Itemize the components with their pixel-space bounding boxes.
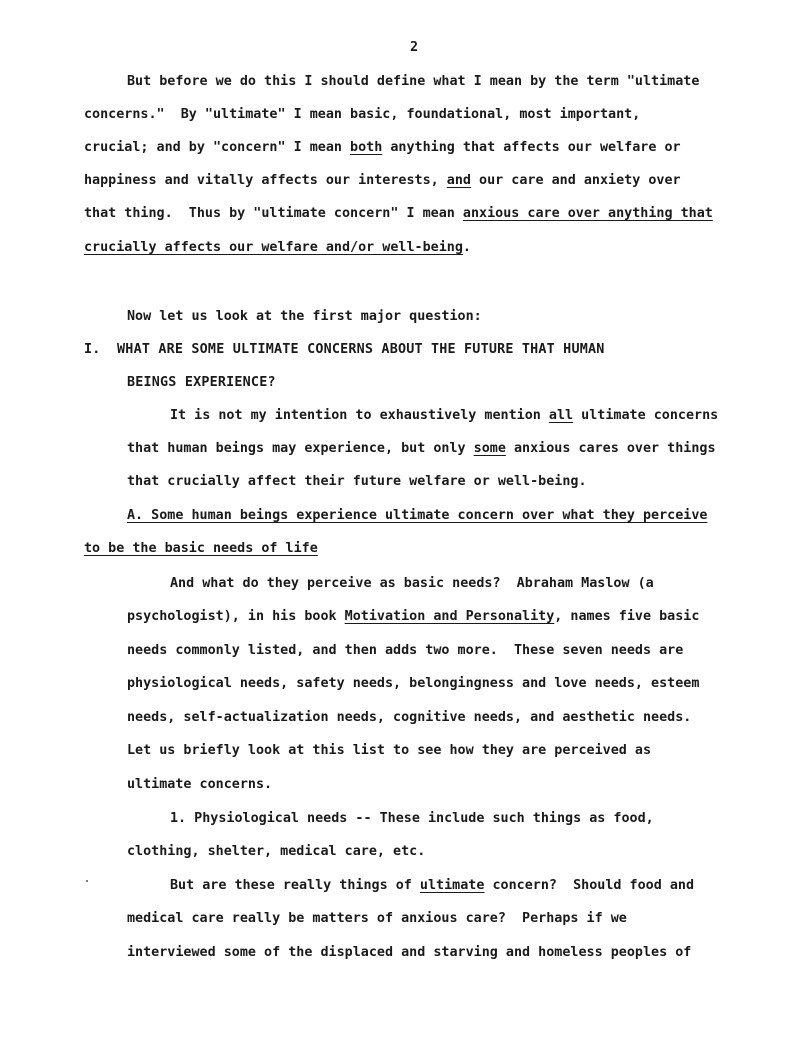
p2-line-1	[170, 408, 718, 424]
p1-line-4	[84, 173, 681, 189]
p4-line-2: medical care really be matters of anxious care? Perhaps if we	[127, 911, 627, 926]
p3-line-2	[127, 609, 699, 625]
p4-line-1	[170, 878, 694, 894]
p3-line-6: Let us briefly look at this list to see how they are perceived as	[127, 743, 652, 758]
p1-line-1: But before we do this I should define what I mean by the term "ultimate	[127, 74, 700, 89]
p3-line-7: ultimate concerns.	[127, 777, 273, 792]
p1-line-4-a: happiness and vitally affects our interests,	[84, 173, 447, 188]
emphasis-all: all	[548, 408, 574, 423]
book-title: Motivation and Personality	[344, 609, 555, 624]
p3-line-3: needs commonly listed, and then adds two more. These seven needs are	[127, 643, 684, 658]
p1-line-6	[84, 240, 471, 256]
p3-line-4: physiological needs, safety needs, belongingness and love needs, esteem	[127, 676, 700, 691]
emphasis-ultimate: ultimate	[419, 878, 485, 893]
p3-line-2-b: , names five basic	[554, 609, 700, 624]
p2-line-2-b: anxious cares over things	[505, 441, 716, 456]
emphasis-some: some	[473, 441, 506, 456]
p1-line-5-a: that thing. Thus by "ultimate concern" I mean	[84, 206, 463, 221]
p1-line-6-b: .	[462, 240, 471, 255]
p4-line-3: interviewed some of the displaced and starving and homeless peoples of	[127, 945, 692, 960]
scan-speck	[86, 880, 88, 882]
p3-line-1: And what do they perceive as basic needs? Abraham Maslow (a	[170, 576, 654, 591]
definition-underlined-2: crucially affects our welfare and/or well-being	[84, 240, 463, 255]
p2-line-1-b: ultimate concerns	[573, 408, 719, 423]
p1-line-2: concerns." By "ultimate" I mean basic, foundational, most important,	[84, 107, 641, 122]
p4-line-1-b: concern? Should food and	[484, 878, 695, 893]
p4-line-1-a: But are these really things of	[170, 878, 420, 893]
p2-line-2	[127, 441, 716, 457]
page-number: 2	[410, 40, 419, 55]
emphasis-both: both	[350, 140, 383, 155]
p1-line-3	[84, 140, 681, 156]
section-heading-line-2: BEINGS EXPERIENCE?	[127, 375, 276, 390]
item-1-line-1: 1. Physiological needs -- These include such things as food,	[170, 811, 654, 826]
intro-line: Now let us look at the first major question:	[127, 309, 482, 324]
p1-line-3-a: crucial; and by "concern" I mean	[84, 140, 351, 155]
p3-line-5: needs, self-actualization needs, cognitive needs, and aesthetic needs.	[127, 710, 692, 725]
p1-line-4-b: our care and anxiety over	[470, 173, 681, 188]
subheading-a-line-1: A. Some human beings experience ultimate concern over what they perceive	[127, 508, 708, 523]
p1-line-3-b: anything that affects our welfare or	[382, 140, 681, 155]
subheading-a-line-2: to be the basic needs of life	[84, 541, 318, 556]
p2-line-2-a: that human beings may experience, but only	[127, 441, 474, 456]
section-heading-line-1: I. WHAT ARE SOME ULTIMATE CONCERNS ABOUT THE FUTURE THAT HUMAN	[84, 342, 605, 357]
item-1-line-2: clothing, shelter, medical care, etc.	[127, 844, 426, 859]
p3-line-2-a: psychologist), in his book	[127, 609, 345, 624]
p2-line-1-a: It is not my intention to exhaustively mention	[170, 408, 549, 423]
definition-underlined-1: anxious care over anything that	[462, 206, 713, 221]
emphasis-and: and	[446, 173, 471, 188]
p1-line-5	[84, 206, 713, 222]
p2-line-3: that crucially affect their future welfare or well-being.	[127, 474, 587, 489]
